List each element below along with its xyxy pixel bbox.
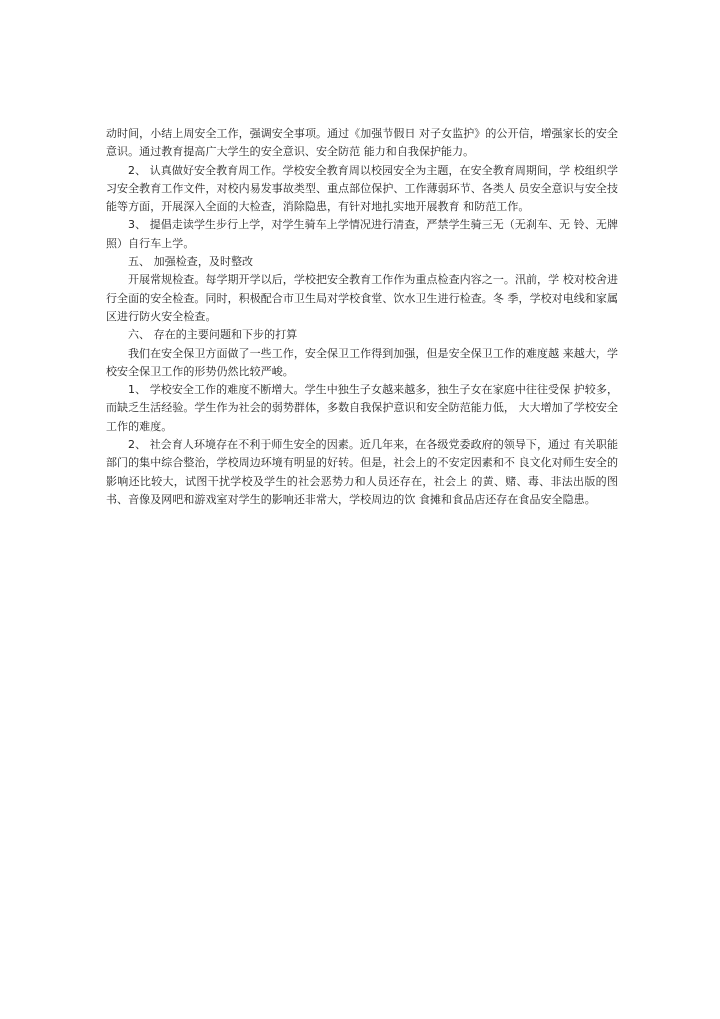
section-heading-5: 五、 加强检查，及时整改 xyxy=(128,255,254,269)
paragraph-3: 3、 提倡走读学生步行上学，对学生骑车上学情况进行清查，严禁学生骑三无（无刹车、无 铃、无牌照）自行车上学。 xyxy=(106,218,618,250)
paragraph-5: 我们在安全保卫方面做了一些工作，安全保卫工作得到加强，但是安全保卫工作的难度越 来越大，学校安全保卫工作的形势仍然比较严峻。 xyxy=(106,346,618,378)
paragraph-6: 1、 学校安全工作的难度不断增大。学生中独生子女越来越多，独生子女在家庭中往往受保 护较多，而缺乏生活经验。学生作为社会的弱势群体，多数自我保护意识和安全防范能力低， 大大增加了学校安全工作的难度。 xyxy=(106,383,618,433)
section-heading-6: 六、 存在的主要问题和下步的打算 xyxy=(128,328,298,342)
paragraph-7: 2、 社会育人环境存在不利于师生安全的因素。近几年来，在各级党委政府的领导下，通过 有关职能部门的集中综合整治，学校周边环境有明显的好转。但是，社会上的不安定因素和不 良文化对师生安全的影响还比较大，试图干扰学校及学生的社会恶势力和人员还存在，社会上 的黄、赌、毒、非法出版的图书、音像及网吧和游戏室对学生的影响还非常大，学校周边的饮 食摊和食品店还存在食品安全隐患。 xyxy=(106,438,618,506)
document-body xyxy=(106,125,618,509)
paragraph-4: 开展常规检查。每学期开学以后，学校把安全教育工作作为重点检查内容之一。汛前，学 校对校舍进行全面的安全检查。同时，积极配合市卫生局对学校食堂、饮水卫生进行检查。冬 季，学校对电线和家属区进行防火安全检查。 xyxy=(106,273,618,323)
paragraph-1: 动时间，小结上周安全工作，强调安全事项。通过《加强节假日 对子女监护》的公开信，增强家长的安全意识。通过教育提高广大学生的安全意识、安全防范 能力和自我保护能力。 xyxy=(106,127,618,159)
paragraph-2: 2、 认真做好安全教育周工作。学校安全教育周以校园安全为主题，在安全教育周期间，学 校组织学习安全教育工作文件，对校内易发事故类型、重点部位保护、工作薄弱环节、各类人 员安全意识与安全技能等方面，开展深入全面的大检查，消除隐患，有针对地扎实地开展教育 和防范工作。 xyxy=(106,163,618,214)
